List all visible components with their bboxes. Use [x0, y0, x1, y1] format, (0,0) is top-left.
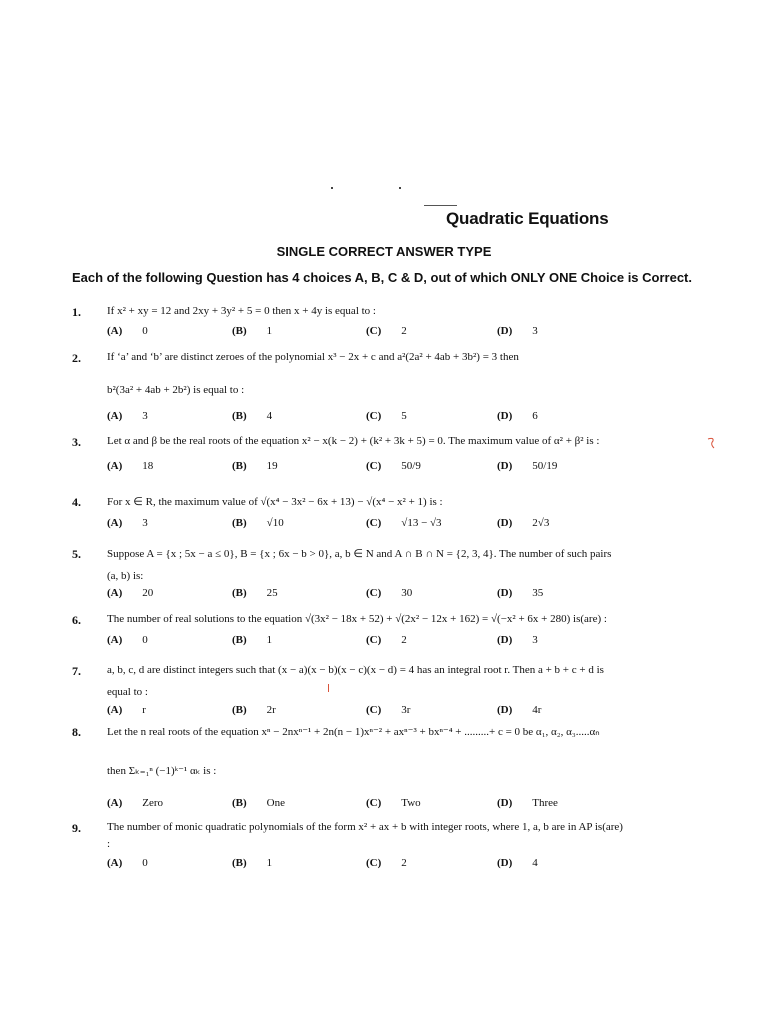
question-number: 9. — [72, 821, 81, 835]
option-c: (C) √13 − √3 — [366, 517, 442, 529]
option-a: (A) 0 — [107, 857, 148, 869]
option-a: (A) 18 — [107, 460, 154, 472]
option-b: (B) 1 — [232, 857, 273, 869]
option-b: (B) 4 — [232, 410, 273, 422]
option-c: (C) Two — [366, 797, 421, 809]
option-c: (C) 2 — [366, 634, 407, 646]
page-title: Quadratic Equations — [446, 209, 609, 228]
question-number: 6. — [72, 613, 81, 627]
section-heading: SINGLE CORRECT ANSWER TYPE — [276, 244, 492, 259]
option-a: (A) 0 — [107, 634, 148, 646]
option-b: (B) 1 — [232, 325, 273, 337]
option-a: (A) 0 — [107, 325, 148, 337]
option-a: (A) 3 — [107, 410, 148, 422]
handwritten-mark — [706, 436, 716, 453]
option-b: (B) 19 — [232, 460, 278, 472]
handwritten-mark — [328, 684, 329, 692]
question-text: a, b, c, d are distinct integers such that (x − a)(x − b)(x − c)(x − d) = 4 has an integral root r. Then a + b + c + d is — [107, 664, 604, 676]
option-a: (A) r — [107, 704, 146, 716]
question-text: If x² + xy = 12 and 2xy + 3y² + 5 = 0 then x + 4y is equal to : — [107, 305, 376, 317]
question-text: The number of real solutions to the equation √(3x² − 18x + 52) + √(2x² − 12x + 162) = √(−x² + 6x + 280) is(are) : — [107, 613, 607, 625]
option-d: (D) 4 — [497, 857, 538, 869]
option-b: (B) 25 — [232, 587, 278, 599]
question-number: 2. — [72, 351, 81, 365]
instructions: Each of the following Question has 4 choices A, B, C & D, out of which ONLY ONE Choice is Correct. — [72, 270, 692, 285]
option-d: (D) 3 — [497, 634, 538, 646]
option-c: (C) 2 — [366, 325, 407, 337]
option-d: (D) 6 — [497, 410, 538, 422]
question-text: Let α and β be the real roots of the equation x² − x(k − 2) + (k² + 3k + 5) = 0. The maximum value of α² + β² is : — [107, 435, 600, 447]
question-number: 7. — [72, 664, 81, 678]
question-text-continued: (a, b) is: — [107, 570, 144, 582]
option-c: (C) 50/9 — [366, 460, 421, 472]
question-number: 8. — [72, 725, 81, 739]
option-d: (D) 3 — [497, 325, 538, 337]
option-c: (C) 2 — [366, 857, 407, 869]
option-c: (C) 3r — [366, 704, 411, 716]
question-text: Let the n real roots of the equation xⁿ − 2nxⁿ⁻¹ + 2n(n − 1)xⁿ⁻² + axⁿ⁻³ + bxⁿ⁻⁴ + .........+ c = 0 be α₁, α₂, α₃.....αₙ — [107, 726, 600, 738]
option-c: (C) 5 — [366, 410, 407, 422]
question-text-continued: then Σₖ₌₁ⁿ (−1)ᵏ⁻¹ αₖ is : — [107, 765, 217, 777]
option-b: (B) √10 — [232, 517, 284, 529]
handwritten-squiggle-icon — [706, 436, 716, 450]
scan-dot — [399, 187, 401, 189]
option-d: (D) 50/19 — [497, 460, 558, 472]
scan-dot — [331, 187, 333, 189]
question-number: 3. — [72, 435, 81, 449]
option-d: (D) 35 — [497, 587, 544, 599]
option-d: (D) 4r — [497, 704, 542, 716]
option-a: (A) 20 — [107, 587, 154, 599]
option-b: (B) 1 — [232, 634, 273, 646]
option-d: (D) 2√3 — [497, 517, 550, 529]
header-rule — [424, 205, 457, 206]
option-b: (B) 2r — [232, 704, 276, 716]
question-text-continued: : — [107, 838, 111, 850]
option-b: (B) One — [232, 797, 285, 809]
question-number: 1. — [72, 305, 81, 319]
option-d: (D) Three — [497, 797, 558, 809]
option-a: (A) 3 — [107, 517, 148, 529]
question-text-continued: equal to : — [107, 686, 148, 698]
question-text: Suppose A = {x ; 5x − a ≤ 0}, B = {x ; 6x − b > 0}, a, b ∈ N and A ∩ B ∩ N = {2, 3, 4}. The number of such pairs — [107, 548, 612, 560]
question-text: The number of monic quadratic polynomials of the form x² + ax + b with integer roots, where 1, a, b are in AP is(are) — [107, 821, 623, 833]
question-text: If ‘a’ and ‘b’ are distinct zeroes of the polynomial x³ − 2x + c and a²(2a² + 4ab + 3b²) = 3 then — [107, 351, 519, 363]
option-a: (A) Zero — [107, 797, 164, 809]
option-c: (C) 30 — [366, 587, 413, 599]
question-text-continued: b²(3a² + 4ab + 2b²) is equal to : — [107, 384, 245, 396]
question-number: 5. — [72, 547, 81, 561]
question-text: For x ∈ R, the maximum value of √(x⁴ − 3x² − 6x + 13) − √(x⁴ − x² + 1) is : — [107, 496, 443, 508]
question-number: 4. — [72, 495, 81, 509]
